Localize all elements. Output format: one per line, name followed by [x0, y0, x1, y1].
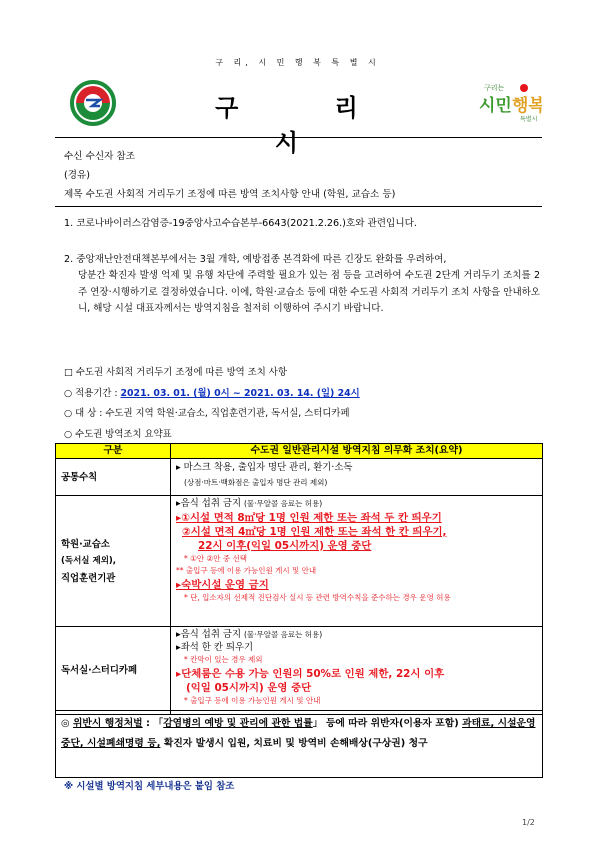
academy-closing-hours: 22시 이후(익일 05시까지) 운영 중단: [198, 539, 372, 552]
guri-emblem-icon: [70, 80, 116, 126]
law-name: 감염병의 예방 및 관리에 관한 법률: [163, 718, 313, 729]
header-divider: [55, 137, 542, 138]
category-academy: 학원·교습소 (독서실 제외), 직업훈련기관: [56, 496, 171, 627]
violation-penalty-box: ◎ 위반시 행정처벌 : 「감염병의 예방 및 관리에 관한 법률」 등에 따라 위반자(이용자 포함) 과태료, 시설운영중단, 시설폐쇄명령 등, 확진자 발생시 입원, 치료비 및 방역비 손해배상(구상권) 청구: [55, 710, 543, 778]
table-header-category: 구분: [56, 444, 171, 459]
svg-text:행복: 행복: [512, 96, 542, 116]
application-period: [64, 385, 360, 399]
period-value: 2021. 03. 01. (월) 0시 ~ 2021. 03. 14. (일) 24시: [120, 388, 360, 399]
academy-lodging-exception: * 단, 입소자의 선제적 진단검사 실시 등 관련 방역수칙을 준수하는 경우 운영 허용: [184, 592, 451, 602]
penalty-lead: 위반시 행정처벌: [72, 718, 143, 729]
table-caption: ○ 수도권 방역조치 요약표: [64, 429, 172, 440]
svg-text:특별시: 특별시: [520, 116, 538, 123]
table-row-academy: [56, 496, 543, 627]
period-label: ○ 적용기간 :: [64, 388, 121, 399]
svg-text:시민: 시민: [479, 96, 512, 116]
penalty-types: 과태료, 시설운영중단, 시설폐쇄명령 등,: [61, 718, 536, 749]
city-slogan: 구 리, 시 민 행 복 특 별 시: [215, 58, 380, 67]
table-header-measures: 수도권 일반관리시설 방역지침 의무화 조치(요약): [171, 444, 543, 459]
paragraph-2-first-line: 2. 중앙재난안전대책본부에서는 3월 개학, 예방접종 본격화에 따른 긴장도 완화를 우려하여,: [64, 254, 447, 265]
page-number: 1/2: [522, 818, 535, 827]
quarantine-summary-table: [55, 443, 543, 715]
paragraph-1: 1. 코로나바이러스감염증-19중앙사고수습본부-6643(2021.2.26.)호와 관련입니다.: [64, 218, 417, 229]
study-cafe-posting-note: * 출입구 등에 이용 가능인원 게시 및 안내: [184, 695, 321, 705]
academy-note-posting: ** 출입구 등에 이용 가능인원 게시 및 안내: [176, 566, 317, 575]
city-name: 구 리 시: [215, 94, 402, 157]
academy-capacity-option-1: ▸①시설 면적 8㎡당 1명 인원 제한 또는 좌석 두 칸 띄우기: [176, 511, 442, 524]
academy-food-rule: ▸음식 섭취 금지 (물·무알콜 음료는 허용): [176, 498, 323, 509]
summary-heading: □ 수도권 사회적 거리두기 조정에 따른 방역 조치 사항: [64, 367, 287, 378]
common-rule-note: (상점·마트·백화점은 출입자 명단 관리 제외): [184, 477, 328, 487]
academy-lodging-ban: ▸숙박시설 운영 금지: [176, 578, 269, 591]
academy-capacity-option-2: ②시설 면적 4㎡당 1명 인원 제한 또는 좌석 한 칸 띄우기,: [182, 525, 447, 538]
attachment-footnote: ※ 시설별 방역지침 세부내용은 붙임 참조: [64, 781, 235, 792]
via-line: (경유): [64, 170, 91, 181]
target-facilities: ○ 대 상 : 수도권 지역 학원·교습소, 직업훈련기관, 독서실, 스터디카페: [64, 408, 350, 419]
svg-text:구리는: 구리는: [484, 84, 505, 92]
study-cafe-food-rule: ▸음식 섭취 금지 (물·무알콜 음료는 허용): [176, 629, 323, 640]
recipient-line: 수신 수신자 참조: [64, 151, 135, 162]
academy-note-choice: * ①안 ②안 중 선택: [184, 553, 247, 563]
table-header-row: [56, 444, 543, 459]
study-cafe-closing-hours: (익일 05시까지) 운영 중단: [186, 681, 312, 694]
category-study-cafe: 독서실·스터디카페: [56, 627, 171, 715]
common-rule: ▸ 마스크 착용, 출입자 명단 관리, 환기·소독: [176, 462, 353, 473]
study-cafe-group-room-rule: ▸단체룸은 수용 가능 인원의 50%로 인원 제한, 22시 이후: [176, 667, 445, 680]
study-cafe-seat-rule: ▸좌석 한 칸 띄우기: [176, 641, 254, 653]
table-row-study-cafe: [56, 627, 543, 715]
slogan-logo: [476, 80, 542, 124]
paragraph-2-body: 당분간 확진자 발생 억제 및 유행 차단에 주력할 필요가 있는 점 등을 고려하여 수도권 2단계 거리두기 조치를 2주 연장·시행하기로 결정하였습니다. 이에, 학원·교습소 등에 대한 수도권 사회적 거리두기 조치 사항을 안내하오니, 해당 시설 대표자께서는 방역지침을 철저히 이행하여 주시기 바랍니다.: [78, 270, 540, 315]
category-common: 공통수칙: [56, 459, 171, 496]
subject-divider: [55, 206, 542, 207]
table-row-common: [56, 459, 543, 496]
study-cafe-partition-note: * 칸막이 있는 경우 제외: [184, 655, 263, 664]
city-slogan-logo-icon: [476, 80, 542, 124]
subject-line: 제목 수도권 사회적 거리두기 조정에 따른 방역 조치사항 안내 (학원, 교습소 등): [64, 189, 396, 200]
